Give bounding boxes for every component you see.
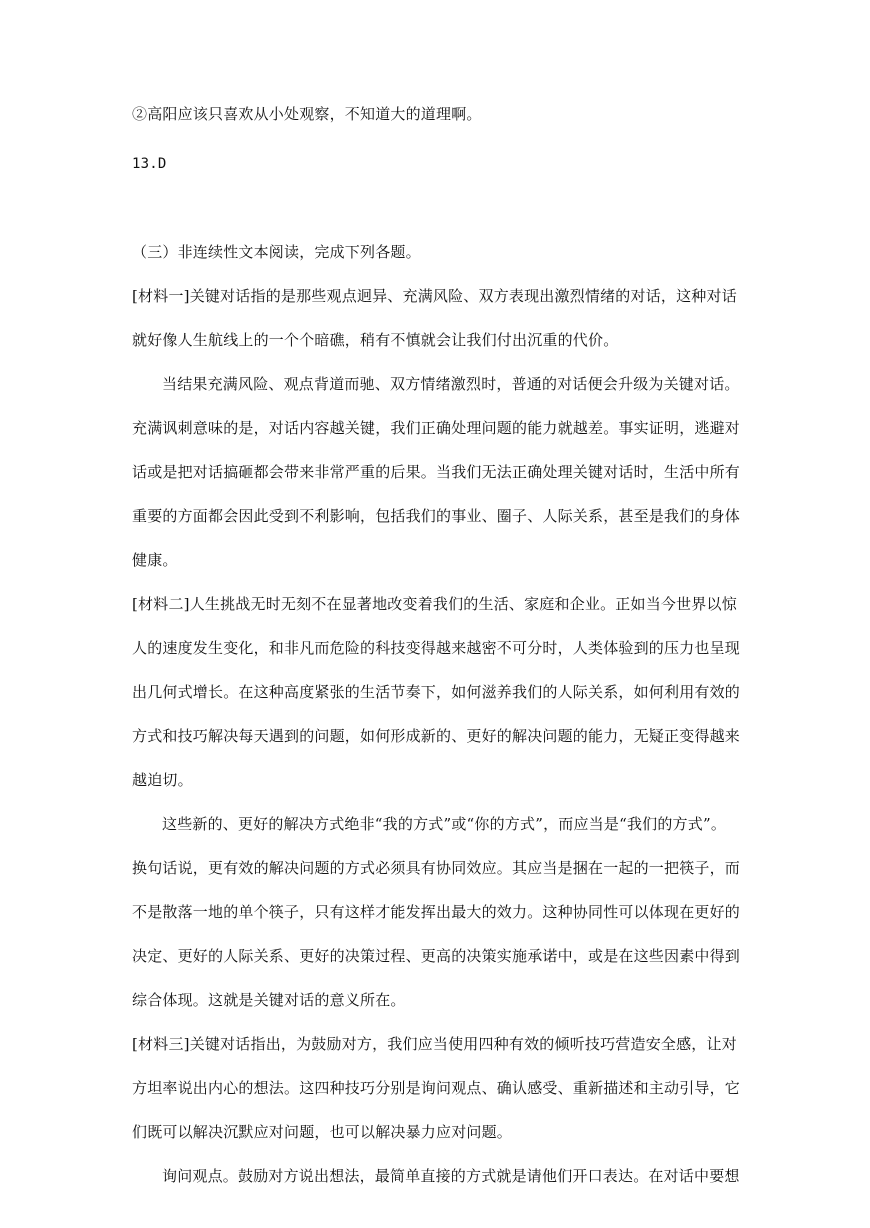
material-3-para-2-line-1: 询问观点。鼓励对方说出想法，最简单直接的方式就是请他们开口表达。在对话中要想 (162, 1167, 740, 1185)
material-1-para-2-line-3: 话或是把对话搞砸都会带来非常严重的后果。当我们无法正确处理关键对话时，生活中所有 (132, 463, 741, 481)
material-2-line-1: [材料二]人生挑战无时无刻不在显著地改变着我们的生活、家庭和企业。正如当今世界以惊 (132, 595, 737, 613)
section-heading: （三）非连续性文本阅读，完成下列各题。 (132, 243, 421, 261)
material-1-para-2-line-2: 充满讽刺意味的是，对话内容越关键，我们正确处理问题的能力就越差。事实证明，逃避对 (132, 419, 741, 437)
answer-line-12-2: ②高阳应该只喜欢从小处观察，不知道大的道理啊。 (132, 105, 482, 123)
material-3-line-2: 方坦率说出内心的想法。这四种技巧分别是询问观点、确认感受、重新描述和主动引导，它 (132, 1079, 741, 1097)
material-1-para-2-line-4: 重要的方面都会因此受到不利影响，包括我们的事业、圈子、人际关系，甚至是我们的身体 (132, 507, 741, 525)
material-1-para-2-line-5: 健康。 (132, 551, 178, 569)
material-2-para-2-line-1: 这些新的、更好的解决方式绝非“我的方式”或“你的方式”，而应当是“我们的方式”。 (162, 815, 727, 833)
material-2-line-2: 人的速度发生变化，和非凡而危险的科技变得越来越密不可分时，人类体验到的压力也呈现 (132, 639, 741, 657)
material-2-line-4: 方式和技巧解决每天遇到的问题，如何形成新的、更好的解决问题的能力，无疑正变得越来 (132, 727, 741, 745)
material-2-para-2-line-2: 换句话说，更有效的解决问题的方式必须具有协同效应。其应当是捆在一起的一把筷子，而 (132, 859, 741, 877)
material-1-line-1: [材料一]关键对话指的是那些观点迥异、充满风险、双方表现出激烈情绪的对话，这种对话 (132, 287, 737, 305)
material-1-line-2: 就好像人生航线上的一个个暗礁，稍有不慎就会让我们付出沉重的代价。 (132, 331, 619, 349)
material-2-para-2-line-3: 不是散落一地的单个筷子，只有这样才能发挥出最大的效力。这种协同性可以体现在更好的 (132, 903, 741, 921)
material-2-line-5: 越迫切。 (132, 771, 193, 789)
material-3-line-3: 们既可以解决沉默应对问题，也可以解决暴力应对问题。 (132, 1123, 513, 1141)
material-2-para-2-line-4: 决定、更好的人际关系、更好的决策过程、更高的决策实施承诺中，或是在这些因素中得到 (132, 947, 741, 965)
answer-line-13: 13.D (132, 156, 167, 172)
material-2-line-3: 出几何式增长。在这种高度紧张的生活节奏下，如何滋养我们的人际关系，如何利用有效的 (132, 683, 741, 701)
material-3-line-1: [材料三]关键对话指出，为鼓励对方，我们应当使用四种有效的倾听技巧营造安全感，让对 (132, 1035, 737, 1053)
material-2-para-2-line-5: 综合体现。这就是关键对话的意义所在。 (132, 991, 406, 1009)
material-1-para-2-line-1: 当结果充满风险、观点背道而驰、双方情绪激烈时，普通的对话便会升级为关键对话。 (162, 375, 740, 393)
